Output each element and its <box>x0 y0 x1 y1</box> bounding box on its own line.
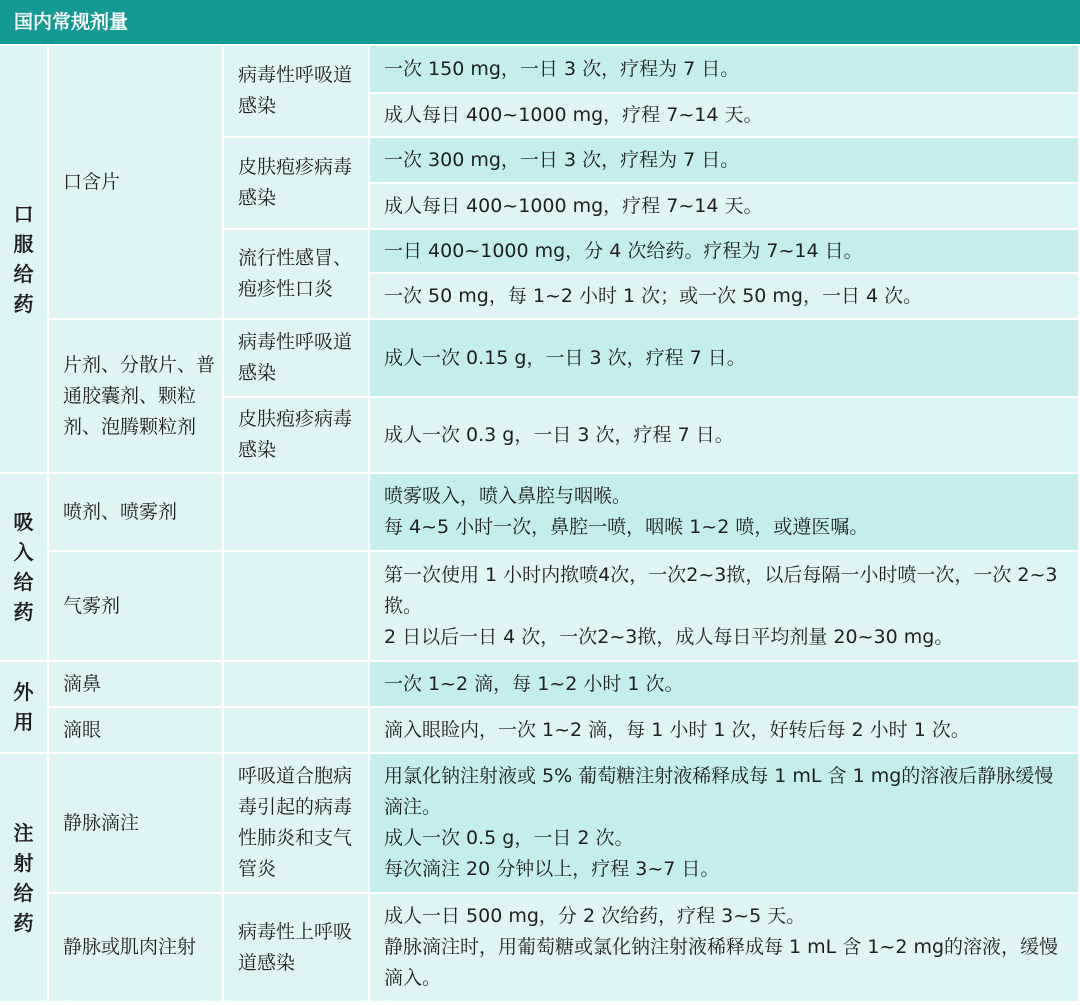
cell-text: 成人每日 400~1000 mg，疗程 7~14 天。 <box>384 194 763 217</box>
cell-text: 滴鼻 <box>63 672 102 695</box>
cell-text: 片剂、分散片、普通胶囊剂、颗粒剂、泡腾颗粒剂 <box>63 353 216 438</box>
cell-text: 病毒性呼吸道感染 <box>238 331 353 384</box>
cell-text: 2 日以后一日 4 次，一次2~3揿，成人每日平均剂量 20~30 mg。 <box>384 625 954 648</box>
cell-text: 病毒性呼吸道感染 <box>238 64 353 117</box>
cell-text: 滴入眼睑内，一次 1~2 滴，每 1 小时 1 次，好转后每 2 小时 1 次。 <box>384 718 970 741</box>
form-cell <box>49 708 222 752</box>
cell-text: 滴眼 <box>63 718 102 741</box>
dose-cell <box>370 662 1078 706</box>
cell-text: 皮肤疱疹病毒感染 <box>238 156 353 209</box>
indication-cell <box>224 230 368 318</box>
cell-text: 喷雾吸入，喷入鼻腔与咽喉。 <box>384 485 632 507</box>
dose-cell <box>370 708 1078 752</box>
cell-text: 吸入给药 <box>13 510 34 624</box>
route-cell <box>0 46 47 472</box>
cell-text: 一次 50 mg，每 1~2 小时 1 次；或一次 50 mg，一日 4 次。 <box>384 284 923 307</box>
indication-cell <box>224 474 368 550</box>
table-title: 国内常规剂量 <box>0 0 1080 44</box>
dose-cell <box>370 474 1078 550</box>
cell-text: 流行性感冒、疱疹性口炎 <box>238 247 353 300</box>
cell-text: 注射给药 <box>13 820 34 935</box>
route-cell <box>0 662 47 752</box>
dose-cell <box>370 138 1078 182</box>
indication-cell <box>224 754 368 892</box>
cell-text: 成人一次 0.5 g，一日 2 次。 <box>384 827 634 849</box>
cell-text: 一日 400~1000 mg，分 4 次给药。疗程为 7~14 日。 <box>384 239 863 262</box>
cell-text: 静脉或肌肉注射 <box>63 936 197 958</box>
cell-text: 成人每日 400~1000 mg，疗程 7~14 天。 <box>384 103 763 126</box>
cell-text: 每次滴注 20 分钟以上，疗程 3~7 日。 <box>384 858 720 880</box>
cell-text: 口服给药 <box>13 202 34 316</box>
cell-text: 成人一日 500 mg，分 2 次给药，疗程 3~5 天。 <box>384 905 806 927</box>
cell-text: 一次 1~2 滴，每 1~2 小时 1 次。 <box>384 672 684 695</box>
cell-text: 第一次使用 1 小时内揿喷4次，一次2~3揿，以后每隔一小时喷一次，一次 2~3 揿。 <box>384 563 1058 617</box>
indication-cell <box>224 46 368 136</box>
cell-text: 呼吸道合胞病毒引起的病毒性肺炎和支气管炎 <box>238 765 353 880</box>
indication-cell <box>224 894 368 1001</box>
form-cell <box>49 320 222 472</box>
cell-text: 气雾剂 <box>63 594 121 617</box>
cell-text: 静脉滴注 <box>63 811 140 834</box>
cell-text: 用氯化钠注射液或 5% 葡萄糖注射液稀释成每 1 mL 含 1 mg的溶液后静脉缓慢滴注。 <box>384 765 1054 818</box>
dose-cell <box>370 230 1078 272</box>
cell-text: 口含片 <box>63 170 121 193</box>
indication-cell <box>224 320 368 396</box>
form-cell <box>49 754 222 892</box>
cell-text: 静脉滴注时，用葡萄糖或氯化钠注射液稀释成每 1 mL 含 1~2 mg的溶液，缓慢滴入。 <box>384 936 1059 989</box>
route-cell <box>0 754 47 1001</box>
dose-cell <box>370 94 1078 136</box>
cell-text: 外用 <box>13 680 34 734</box>
cell-text: 一次 150 mg，一日 3 次，疗程为 7 日。 <box>384 57 740 80</box>
form-cell <box>49 46 222 318</box>
cell-text: 每 4~5 小时一次，鼻腔一喷，咽喉 1~2 喷，或遵医嘱。 <box>384 516 869 538</box>
cell-text: 病毒性上呼吸道感染 <box>238 920 353 974</box>
dose-cell <box>370 398 1078 472</box>
dose-cell <box>370 46 1078 92</box>
dose-cell <box>370 274 1078 318</box>
indication-cell <box>224 662 368 706</box>
indication-cell <box>224 552 368 660</box>
form-cell <box>49 894 222 1001</box>
form-cell <box>49 552 222 660</box>
cell-text: 皮肤疱疹病毒感染 <box>238 408 353 461</box>
cell-text: 一次 300 mg，一日 3 次，疗程为 7 日。 <box>384 148 740 171</box>
form-cell <box>49 662 222 706</box>
cell-text: 成人一次 0.3 g，一日 3 次，疗程 7 日。 <box>384 423 734 446</box>
cell-text: 成人一次 0.15 g，一日 3 次，疗程 7 日。 <box>384 346 746 369</box>
form-cell <box>49 474 222 550</box>
indication-cell <box>224 398 368 472</box>
dose-cell <box>370 754 1078 892</box>
dose-cell <box>370 552 1078 660</box>
dose-cell <box>370 320 1078 396</box>
dose-cell <box>370 184 1078 228</box>
route-cell <box>0 474 47 660</box>
dose-cell <box>370 894 1078 1001</box>
indication-cell <box>224 708 368 752</box>
cell-text: 喷剂、喷雾剂 <box>63 500 178 523</box>
indication-cell <box>224 138 368 228</box>
